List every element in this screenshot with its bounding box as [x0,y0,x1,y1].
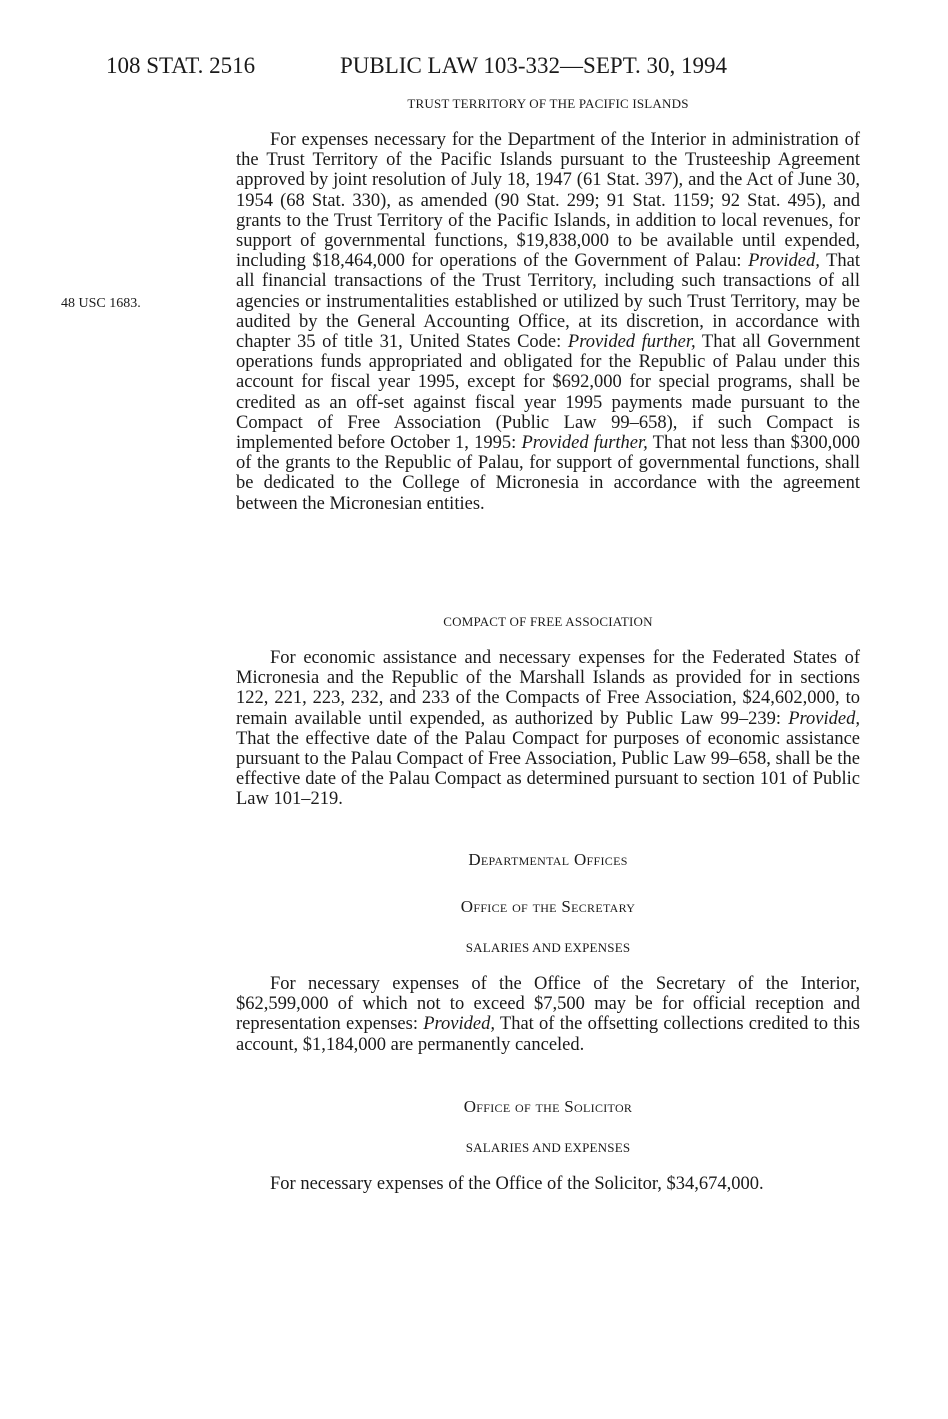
solicitor-salaries-heading: SALARIES AND EXPENSES [465,1140,631,1155]
margin-citation: 48 USC 1683. [61,296,141,311]
secretary-salaries-heading: SALARIES AND EXPENSES [465,940,631,955]
secretary-paragraph [236,974,860,1055]
stat-reference: 108 STAT. 2516 [106,53,256,78]
proviso-term: Provided, [423,1014,495,1035]
proviso-term: Provided further, [567,332,696,353]
office-secretary-heading: Office of the Secretary [460,897,636,916]
text-run: That not less than $300,000 of the grants to the Republic of Palau, for support of governmental functions, shall be dedicated to the College of Micronesia in accordance with the agreement between the Micronesian entities. [236,433,861,514]
solicitor-paragraph [236,1174,860,1194]
trust-territory-paragraph [236,130,860,514]
text-run: For necessary expenses of the Office of the Secretary of the Interior, $62,599,000 of which not to exceed $7,500 may be for official reception and representation expenses: [236,974,860,1035]
proviso-term: Provided further, [521,433,648,454]
proviso-term: Provided, [748,251,820,272]
compact-paragraph [236,648,860,810]
text-run: For expenses necessary for the Department of the Interior in administration of the Trust Territory of the Pacific Islands pursuant to the Trusteeship Agreement approved by joint resolution of July 18, 1947 (61 Stat. 397), and the Act of June 30, 1954 (68 Stat. 330), as amended (90 Stat. 299; 91 Stat. 1159; 92 Stat. 495), and grants to the Trust Territory of the Pacific Islands, in addition to local revenues, for support of governmental functions, $19,838,000 to be available until expended, including $18,464,000 for operations of the Government of Palau: [236,130,860,272]
text-run: For necessary expenses of the Office of the Solicitor, $34,674,000. [270,1174,764,1194]
page-header [0,50,948,82]
text-run: That all Government operations funds appropriated and obligated for the Republic of Palau under this account for fiscal year 1995, except for $692,000 for special programs, shall be credited as an off-set against fiscal year 1995 payments made pursuant to the Compact of Free Association (Public Law 99–658), if such Compact is implemented before October 1, 1995: [236,332,861,454]
proviso-term: Provided, [788,708,860,729]
public-law-title: PUBLIC LAW 103-332—SEPT. 30, 1994 [340,53,728,78]
compact-heading: COMPACT OF FREE ASSOCIATION [443,614,653,629]
office-solicitor-heading: Office of the Solicitor [463,1097,633,1116]
text-run: That all financial transactions of the Trust Territory, including such transactions of all agencies or instrumentalities established or utilized by such Trust Territory, may be audited by the General Accounting Office, at its discretion, in accordance with chapter 35 of title 31, United States Code: [236,251,860,353]
text-run: For economic assistance and necessary expenses for the Federated States of Micronesia and the Republic of the Marshall Islands as provided for in sections 122, 221, 223, 232, and 233 of the Compacts of Free Association, $24,602,000, to remain available until expended, as authorized by Public Law 99–239: [236,648,860,729]
departmental-offices-heading: Departmental Offices [468,850,628,869]
text-run: That of the offsetting collections credited to this account, $1,184,000 are permanently canceled. [236,1014,860,1055]
text-run: That the effective date of the Palau Compact for purposes of economic assistance pursuant to the Palau Compact of Free Association, Public Law 99–658, shall be the effective date of the Palau Compact as determined pursuant to section 101 of Public Law 101–219. [236,728,860,810]
trust-territory-heading: TRUST TERRITORY OF THE PACIFIC ISLANDS [407,96,689,111]
